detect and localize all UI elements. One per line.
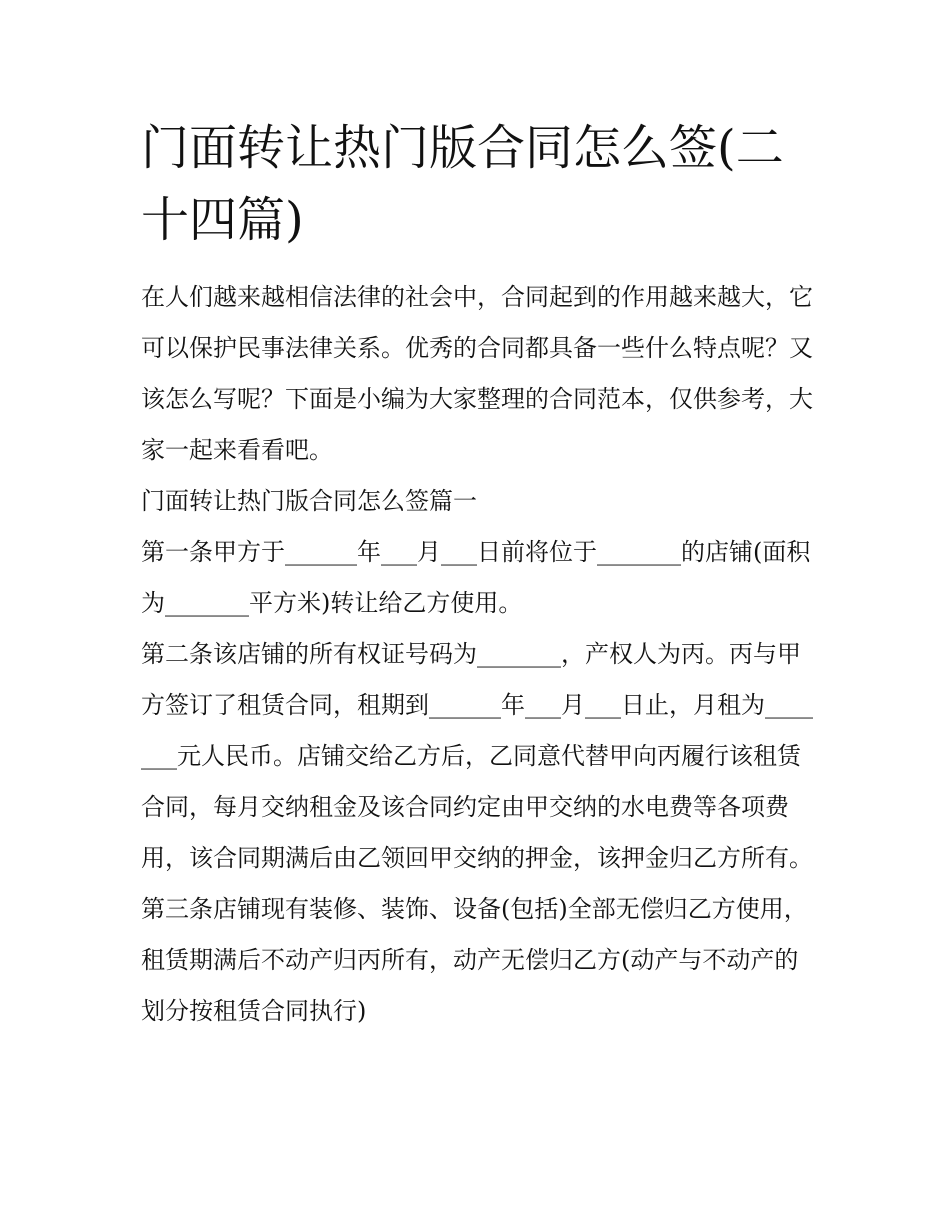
document-title: 门面转让热门版合同怎么签(二十四篇)	[141, 120, 784, 248]
intro-paragraph: 在人们越来越相信法律的社会中，合同起到的作用越来越大，它可以保护民事法律关系。优秀的合同都具备一些什么特点呢？又该怎么写呢？下面是小编为大家整理的合同范本，仅供参考，大家一起来看看吧。	[141, 283, 813, 464]
article-three-paragraph: 第三条店铺现有装修、装饰、设备(包括)全部无偿归乙方使用，租赁期满后不动产归丙所有，动产无偿归乙方(动产与不动产的划分按租赁合同执行)	[141, 895, 808, 1025]
document-content	[141, 112, 813, 1037]
document-body	[141, 272, 813, 1037]
section-heading: 门面转让热门版合同怎么签篇一	[141, 487, 477, 515]
article-two-paragraph: 第二条该店铺的所有权证号码为_______，产权人为丙。丙与甲方签订了租赁合同，租期到______年___月___日止，月租为_______元人民币。店铺交给乙方后，乙同意代替甲向丙履行该租赁合同，每月交纳租金及该合同约定由甲交纳的水电费等各项费用，该合同期满后由乙领回甲交纳的押金，该押金归乙方所有。	[141, 640, 813, 872]
article-one-paragraph: 第一条甲方于______年___月___日前将位于_______的店铺(面积为_______平方米)转让给乙方使用。	[141, 538, 811, 617]
